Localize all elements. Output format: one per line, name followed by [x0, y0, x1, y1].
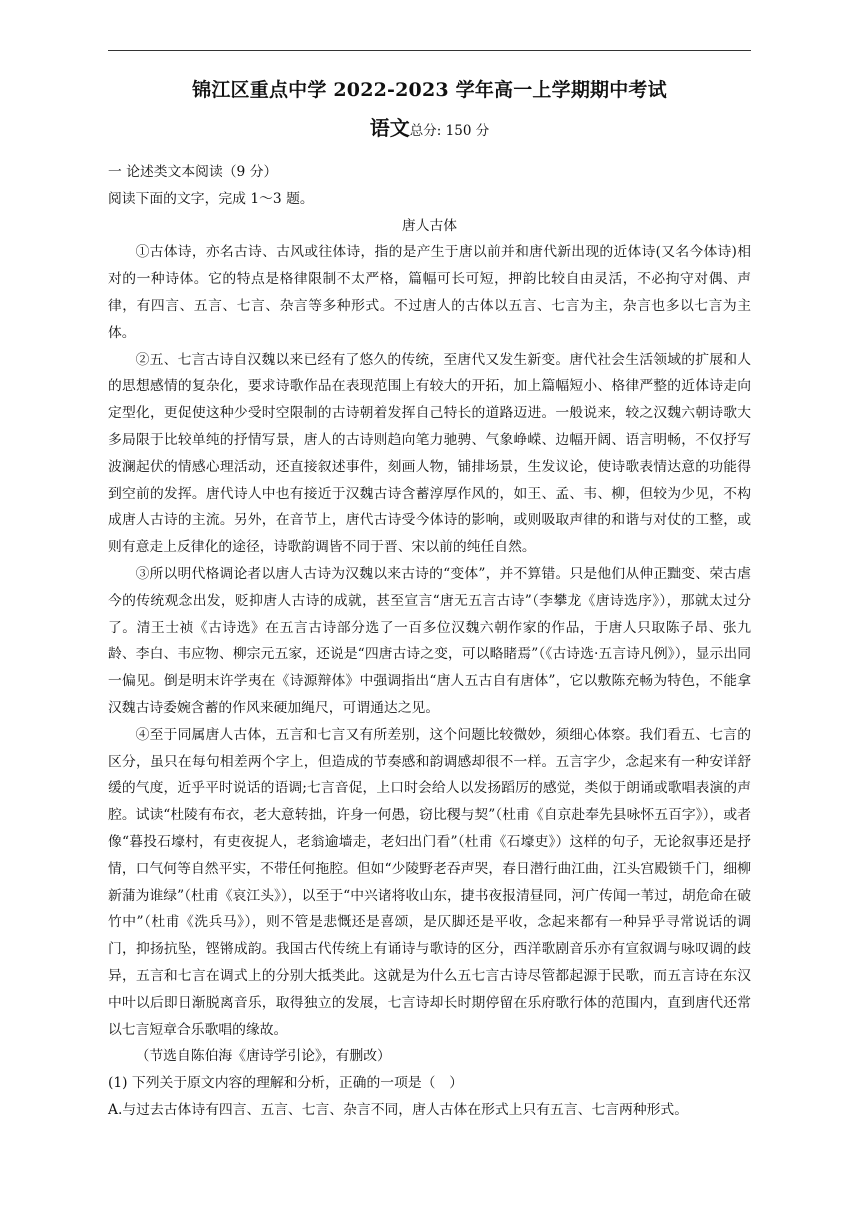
subject-line	[108, 114, 751, 145]
exam-page	[108, 70, 751, 1124]
section-heading: 一 论述类文本阅读（9 分）	[108, 164, 278, 180]
article-paragraph-2: ②五、七言古诗自汉魏以来已经有了悠久的传统，至唐代又发生新变。唐代社会生活领域的扩展和人的思想感情的复杂化，要求诗歌作品在表现范围上有较大的开拓，加上篇幅短小、格律严整的近体诗走向定型化，更促使这种少受时空限制的古诗朝着发挥自己特长的道路迈进。一般说来，较之汉魏六朝诗歌大多局限于比较单纯的抒情写景，唐人的古诗则趋向笔力驰骋、气象峥嵘、边幅开阔、语言明畅，不仅抒写波澜起伏的情感心理活动，还直接叙述事件，刻画人物，铺排场景，生发议论，使诗歌表情达意的功能得到空前的发挥。唐代诗人中也有接近于汉魏古诗含蓄淳厚作风的，如王、孟、韦、柳，但较为少见，不构成唐人古诗的主流。另外，在音节上，唐代古诗受今体诗的影响，或则吸取声律的和谐与对仗的工整，或则有意走上反律化的途径，诗歌韵调皆不同于晋、宋以前的纯任自然。	[108, 351, 751, 556]
article-source: （节选自陈伯海《唐诗学引论》，有删改）	[135, 1048, 391, 1065]
article-paragraph-4: ④至于同属唐人古体，五言和七言又有所差别，这个问题比较微妙，须细心体察。我们看五、七言的区分，虽只在每句相差两个字上，但造成的节奏感和韵调感却很不一样。五言字少，念起来有一种安详舒缓的气度，近乎平时说话的语调;七言音促，上口时会给人以发扬蹈厉的感觉，类似于朗诵或歌唱表演的声腔。试读“杜陵有布衣，老大意转拙，许身一何愚，窃比稷与契”（杜甫《自京赴奉先县咏怀五百字》），或者像“暮投石壕村，有吏夜捉人，老翁逾墙走，老妇出门看”（杜甫《石壕吏》）这样的句子，无论叙事还是抒情，口气何等自然平实，不带任何拖腔。但如“少陵野老吞声哭，春日潜行曲江曲，江头宫殿锁千门，细柳新蒲为谁绿”（杜甫《哀江头》），以至于“中兴诸将收山东，捷书夜报清昼同，河广传闻一苇过，胡危命在破竹中”（杜甫《洗兵马》），则不管是悲慨还是喜颂，是仄脚还是平收，念起来都有一种异乎寻常说话的调门，抑扬抗坠，铿锵成韵。我国古代传统上有诵诗与歌诗的区分，西洋歌剧音乐亦有宣叙调与咏叹调的歧异，五言和七言在调式上的分别大抵类此。这就是为什么五七言古诗尽管都起源于民歌，而五言诗在东汉中叶以后即日渐脱离音乐，取得独立的发展，七言诗却长时期停留在乐府歌行体的范围内，直到唐代还常以七言短章合乐歌唱的缘故。	[108, 726, 751, 1038]
reading-instruction: 阅读下面的文字，完成 1～3 题。	[108, 190, 314, 207]
total-score: 总分: 150 分	[409, 123, 490, 139]
question-1-stem: (1) 下列关于原文内容的理解和分析，正确的一项是（ ）	[108, 1075, 464, 1092]
article-title: 唐人古体	[401, 217, 458, 234]
top-rule	[108, 50, 751, 51]
article-paragraph-1: ①古体诗，亦名古诗、古风或往体诗，指的是产生于唐以前并和唐代新出现的近体诗(又名今体诗)相对的一种诗体。它的特点是格律限制不太严格，篇幅可长可短，押韵比较自由灵活，不必拘守对偶、声律，有四言、五言、七言、杂言等多种形式。不过唐人的古体以五言、七言为主，杂言也多以七言为主体。	[108, 244, 751, 341]
article-paragraph-3: ③所以明代格调论者以唐人古诗为汉魏以来古诗的“变体”，并不算错。只是他们从伸正黜变、荣古虐今的传统观念出发，贬抑唐人古诗的成就，甚至宣言“唐无五言古诗”（李攀龙《唐诗选序》），那就太过分了。清王士祯《古诗选》在五言古诗部分选了一百多位汉魏六朝作家的作品，于唐人只取陈子昂、张九龄、李白、韦应物、柳宗元五家，还说是“四唐古诗之变，可以略睹焉”（《古诗选·五言诗凡例》），显示出同一偏见。倒是明末许学夷在《诗源辩体》中强调指出“唐人五古自有唐体”，它以敷陈充畅为特色，不能拿汉魏古诗委婉含蓄的作风来硬加绳尺，可谓通达之见。	[108, 565, 751, 716]
question-1-option-a: A.与过去古体诗有四言、五言、七言、杂言不同，唐人古体在形式上只有五言、七言两种形式。	[108, 1101, 689, 1118]
exam-title: 锦江区重点中学 2022-2023 学年高一上学期期中考试	[192, 79, 667, 101]
subject-name: 语文	[369, 116, 410, 140]
